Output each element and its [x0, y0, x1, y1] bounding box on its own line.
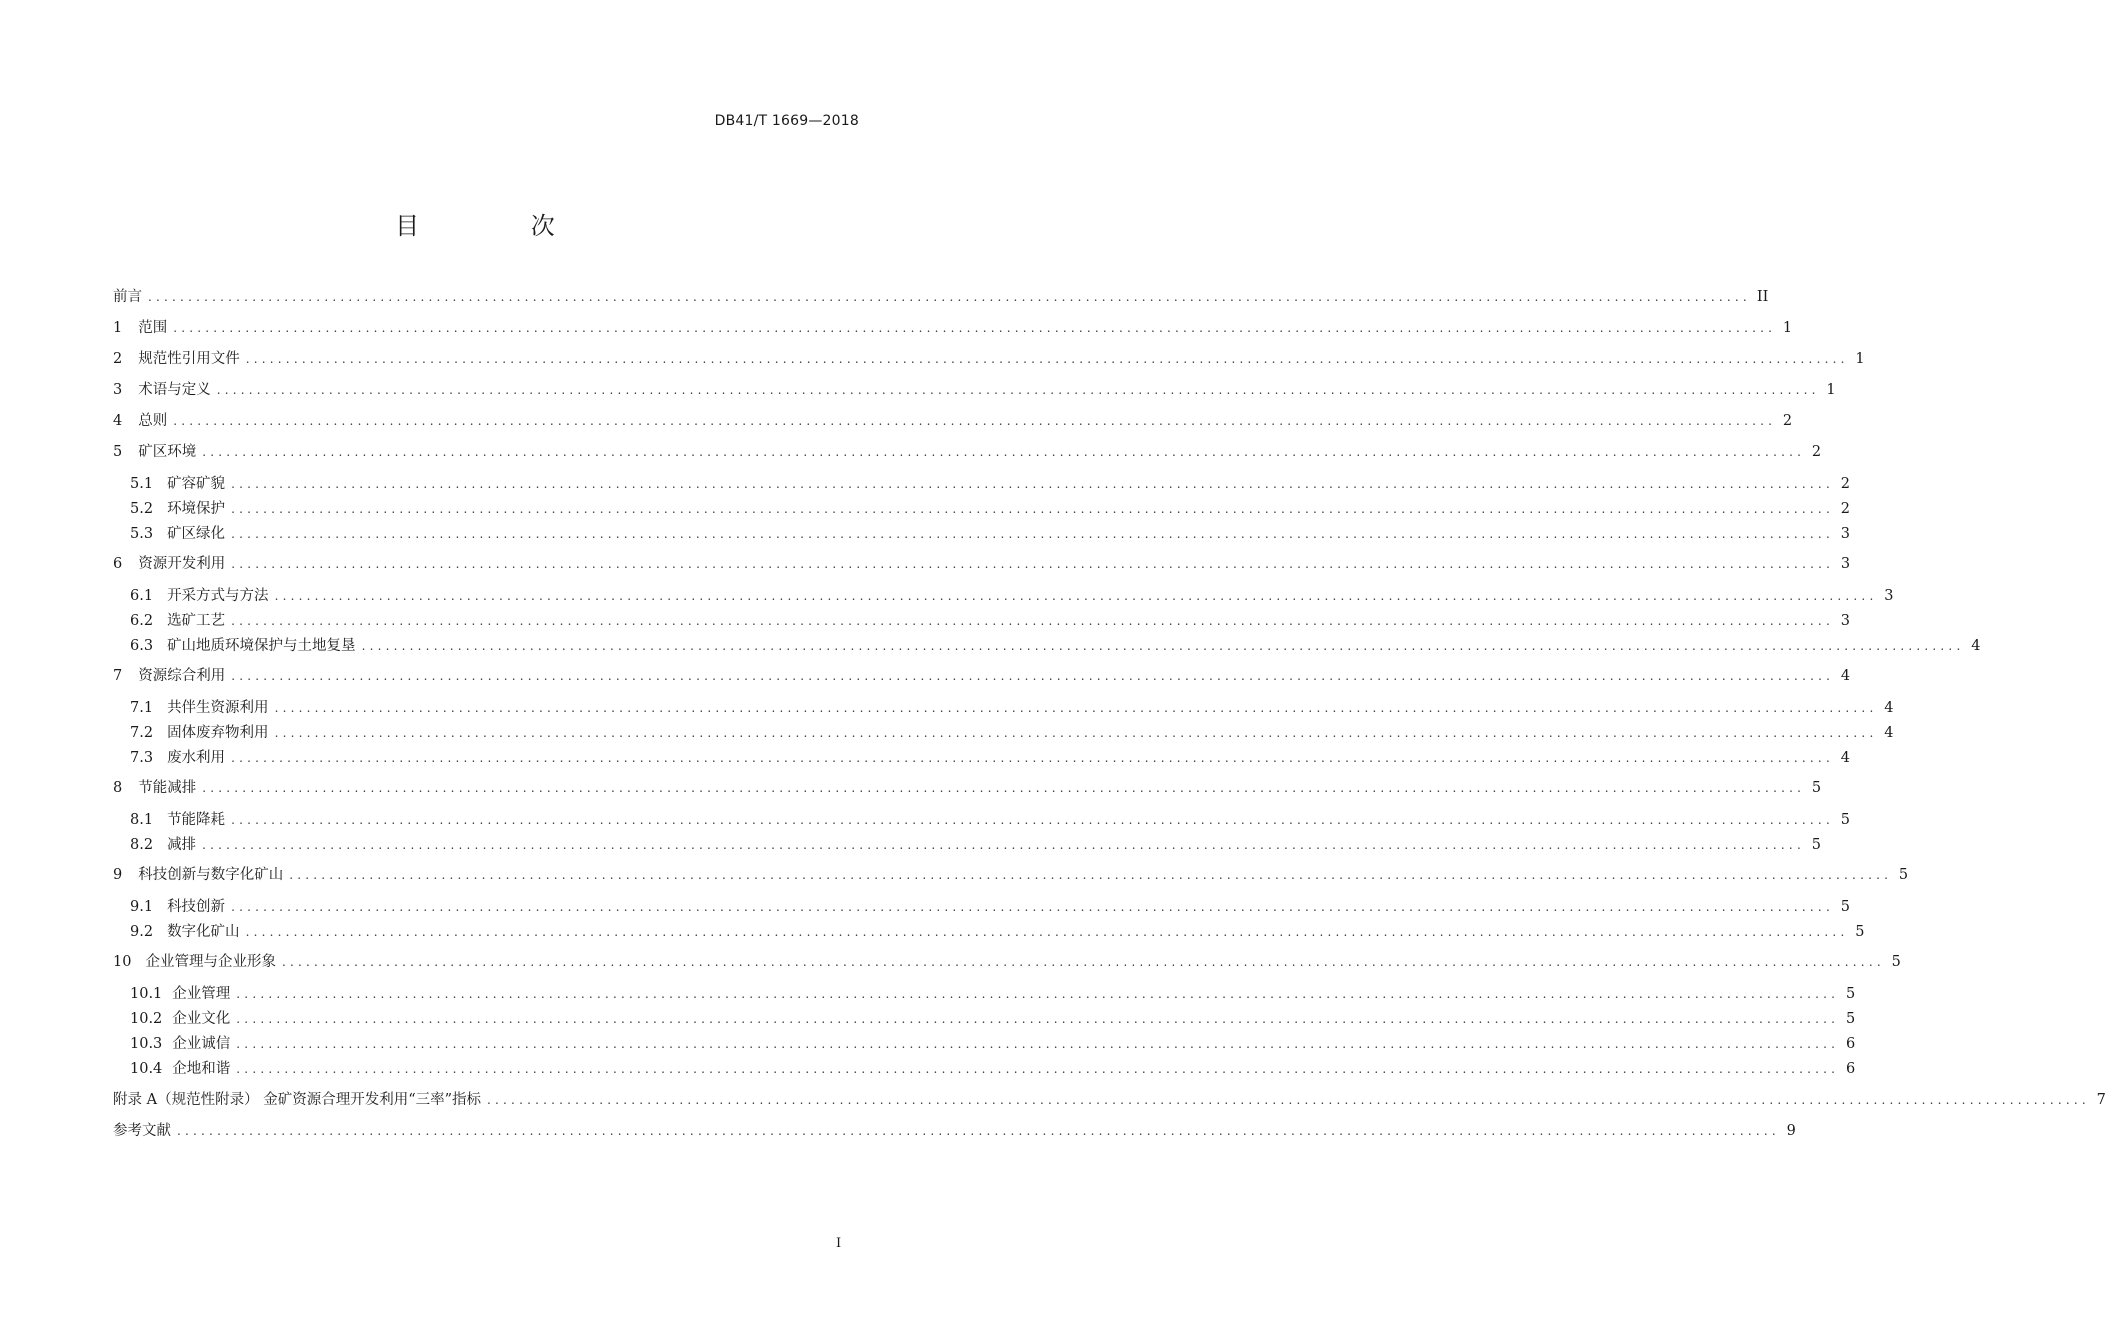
toc-entry-number: 7.2: [130, 725, 154, 741]
toc-entry-label: 矿容矿貌: [167, 476, 226, 492]
toc-entry-page: 2: [1840, 476, 1850, 492]
toc-entry-label: 科技创新与数字化矿山: [138, 867, 284, 883]
toc-entry-number: 6.1: [130, 588, 154, 604]
toc-leader-dots: ........................................................................................................................................................................................................: [173, 321, 1777, 335]
toc-entry[interactable]: [130, 473, 1850, 495]
toc-entry[interactable]: [130, 983, 1856, 1005]
toc-entry-page: 3: [1840, 526, 1850, 542]
toc-entry-page: 4: [1884, 700, 1894, 716]
toc-entry-label: 规范性引用文件: [138, 351, 240, 367]
toc-entry-number: 3: [113, 382, 123, 398]
toc-entry-label: 科技创新: [167, 899, 226, 915]
toc-entry-label: 企业管理: [172, 986, 231, 1002]
toc-entry-label: 矿区环境: [138, 444, 197, 460]
toc-entry[interactable]: [130, 610, 1850, 632]
toc-entry-page: 1: [1782, 320, 1793, 336]
toc-entry[interactable]: [113, 317, 1793, 339]
toc-entry-number: 7: [113, 668, 123, 684]
toc-leader-dots: ........................................................................................................................................................................................................: [231, 900, 1834, 914]
toc-entry-page: 3: [1884, 588, 1894, 604]
toc-entry-page: 4: [1971, 638, 1981, 654]
toc-entry-label: 节能减排: [138, 780, 197, 796]
toc-entry-page: 5: [1840, 899, 1850, 915]
toc-entry-number: 7.3: [130, 750, 154, 766]
toc-entry-label: 矿区绿化: [167, 526, 226, 542]
toc-entry-label: 企业文化: [172, 1011, 231, 1027]
toc-leader-dots: ........................................................................................................................................................................................................: [245, 925, 1849, 939]
toc-leader-dots: ........................................................................................................................................................................................................: [231, 669, 1835, 683]
toc-leader-dots: ........................................................................................................................................................................................................: [236, 1062, 1840, 1076]
toc-entry-label: 术语与定义: [138, 382, 211, 398]
toc-entry[interactable]: [130, 809, 1850, 831]
toc-entry-number: 6.2: [130, 613, 154, 629]
toc-entry-number: 10.2: [130, 1011, 163, 1027]
toc-entry-page: 5: [1811, 780, 1822, 796]
toc-entry-number: 5.3: [130, 526, 154, 542]
toc-entry-number: 6: [113, 556, 123, 572]
toc-leader-dots: ........................................................................................................................................................................................................: [231, 557, 1835, 571]
toc-entry-page: 5: [1855, 924, 1865, 940]
toc-entry-number: 10: [113, 954, 132, 970]
toc-leader-dots: ........................................................................................................................................................................................................: [274, 589, 1878, 603]
toc-leader-dots: ........................................................................................................................................................................................................: [202, 838, 1805, 852]
toc-entry-number: 7.1: [130, 700, 154, 716]
toc-entry-label: 节能降耗: [167, 812, 226, 828]
toc-entry-label: 参考文献: [113, 1123, 171, 1139]
toc-entry-page: 3: [1840, 556, 1851, 572]
toc-title: 目 次: [395, 212, 607, 240]
toc-entry-number: 5.1: [130, 476, 154, 492]
toc-entry-page: 1: [1855, 351, 1865, 367]
toc-leader-dots: ........................................................................................................................................................................................................: [281, 955, 1885, 969]
standard-code: DB41/T 1669—2018: [714, 113, 859, 129]
toc-entry-label: 废水利用: [167, 750, 226, 766]
toc-entry[interactable]: [113, 1120, 1796, 1142]
toc-entry[interactable]: [130, 722, 1894, 744]
toc-entry[interactable]: [130, 747, 1850, 769]
toc-leader-dots: ........................................................................................................................................................................................................: [231, 813, 1834, 827]
toc-entry-label: 范围: [138, 320, 168, 336]
toc-entry-number: 5.2: [130, 501, 154, 517]
toc-entry[interactable]: [130, 1008, 1856, 1030]
toc-entry-page: II: [1756, 289, 1769, 305]
toc-leader-dots: ........................................................................................................................................................................................................: [236, 1012, 1840, 1026]
toc-entry-label: 环境保护: [167, 501, 226, 517]
toc-leader-dots: ........................................................................................................................................................................................................: [487, 1093, 2090, 1107]
toc-entry-label: 数字化矿山: [167, 924, 240, 940]
toc-entry[interactable]: [130, 635, 1981, 657]
toc-leader-dots: ........................................................................................................................................................................................................: [202, 781, 1806, 795]
toc-entry-page: 6: [1845, 1036, 1856, 1052]
toc-entry[interactable]: [113, 410, 1793, 432]
toc-entry-number: 8.1: [130, 812, 154, 828]
toc-entry-label: 开采方式与方法: [167, 588, 269, 604]
toc-entry-page: 5: [1811, 837, 1821, 853]
toc-entry-page: 7: [2096, 1092, 2106, 1108]
toc-leader-dots: ........................................................................................................................................................................................................: [231, 477, 1834, 491]
toc-entry[interactable]: [113, 951, 1901, 973]
toc-entry-number: 10.4: [130, 1061, 163, 1077]
page-number: I: [836, 1236, 842, 1251]
toc-entry[interactable]: [113, 286, 1769, 308]
toc-entry[interactable]: [130, 921, 1865, 943]
toc-entry[interactable]: [130, 697, 1894, 719]
toc-leader-dots: ........................................................................................................................................................................................................: [289, 868, 1893, 882]
toc-entry-page: 5: [1845, 1011, 1856, 1027]
toc-leader-dots: ........................................................................................................................................................................................................: [177, 1124, 1780, 1138]
toc-entry-label: 企业诚信: [172, 1036, 231, 1052]
toc-entry[interactable]: [113, 379, 1836, 401]
toc-entry[interactable]: [130, 1058, 1856, 1080]
toc-entry-page: 4: [1840, 668, 1851, 684]
toc-entry[interactable]: [113, 665, 1851, 687]
toc-entry-label: 附录 A（规范性附录） 金矿资源合理开发利用“三率”指标: [113, 1092, 482, 1108]
toc-entry-label: 企地和谐: [172, 1061, 231, 1077]
toc-entry-number: 10.1: [130, 986, 163, 1002]
toc-entry[interactable]: [113, 1089, 2106, 1111]
toc-entry[interactable]: [130, 523, 1850, 545]
toc-leader-dots: ........................................................................................................................................................................................................: [173, 414, 1777, 428]
toc-leader-dots: ........................................................................................................................................................................................................: [231, 527, 1834, 541]
toc-entry-label: 总则: [138, 413, 168, 429]
toc-entry[interactable]: [113, 348, 1865, 370]
toc-entry-number: 9: [113, 867, 123, 883]
toc-entry-number: 8: [113, 780, 123, 796]
toc-entry[interactable]: [130, 585, 1894, 607]
toc-entry-label: 固体废弃物利用: [167, 725, 269, 741]
toc-leader-dots: ........................................................................................................................................................................................................: [361, 639, 1965, 653]
toc-entry-page: 2: [1840, 501, 1850, 517]
toc-entry-label: 共伴生资源利用: [167, 700, 269, 716]
toc-leader-dots: ........................................................................................................................................................................................................: [202, 445, 1806, 459]
toc-entry-page: 5: [1845, 986, 1856, 1002]
toc-entry-number: 8.2: [130, 837, 154, 853]
toc-entry-page: 2: [1782, 413, 1793, 429]
toc-entry-label: 资源综合利用: [138, 668, 226, 684]
toc-entry-number: 9.2: [130, 924, 154, 940]
toc-entry[interactable]: [113, 441, 1822, 463]
toc-leader-dots: ........................................................................................................................................................................................................: [231, 614, 1834, 628]
toc-entry-number: 1: [113, 320, 123, 336]
toc-entry-page: 1: [1826, 382, 1836, 398]
toc-leader-dots: ........................................................................................................................................................................................................: [236, 1037, 1840, 1051]
toc-entry-label: 前言: [113, 289, 142, 305]
toc-entry[interactable]: [113, 553, 1851, 575]
toc-entry-page: 9: [1786, 1123, 1796, 1139]
toc-entry[interactable]: [113, 864, 1909, 886]
toc-entry-number: 4: [113, 413, 123, 429]
toc-entry-label: 矿山地质环境保护与土地复垦: [167, 638, 356, 654]
toc-entry-label: 资源开发利用: [138, 556, 226, 572]
toc-entry-page: 3: [1840, 613, 1850, 629]
toc-entry-page: 5: [1891, 954, 1901, 970]
toc-entry-label: 企业管理与企业形象: [145, 954, 276, 970]
toc-leader-dots: ........................................................................................................................................................................................................: [274, 726, 1878, 740]
toc-entry[interactable]: [130, 834, 1821, 856]
toc-entry-page: 2: [1811, 444, 1822, 460]
toc-entry-label: 选矿工艺: [167, 613, 226, 629]
toc-entry-page: 6: [1845, 1061, 1856, 1077]
toc-entry-page: 4: [1840, 750, 1850, 766]
toc-entry-page: 4: [1884, 725, 1894, 741]
toc-entry-label: 减排: [167, 837, 197, 853]
toc-entry-number: 2: [113, 351, 123, 367]
toc-entry-number: 5: [113, 444, 123, 460]
toc-entry-page: 5: [1898, 867, 1909, 883]
toc-leader-dots: ........................................................................................................................................................................................................: [245, 352, 1849, 366]
toc-entry-page: 5: [1840, 812, 1850, 828]
toc-leader-dots: ........................................................................................................................................................................................................: [216, 383, 1820, 397]
toc-entry[interactable]: [130, 896, 1850, 918]
toc-entry-number: 9.1: [130, 899, 154, 915]
toc-entry[interactable]: [130, 1033, 1856, 1055]
toc-leader-dots: ........................................................................................................................................................................................................: [274, 701, 1878, 715]
toc-leader-dots: ........................................................................................................................................................................................................: [231, 502, 1834, 516]
toc-leader-dots: ........................................................................................................................................................................................................: [148, 290, 1751, 304]
toc-entry[interactable]: [113, 777, 1822, 799]
toc-entry-number: 10.3: [130, 1036, 163, 1052]
toc-entry[interactable]: [130, 498, 1850, 520]
toc-leader-dots: ........................................................................................................................................................................................................: [236, 987, 1840, 1001]
toc-entry-number: 6.3: [130, 638, 154, 654]
toc-leader-dots: ........................................................................................................................................................................................................: [231, 751, 1834, 765]
